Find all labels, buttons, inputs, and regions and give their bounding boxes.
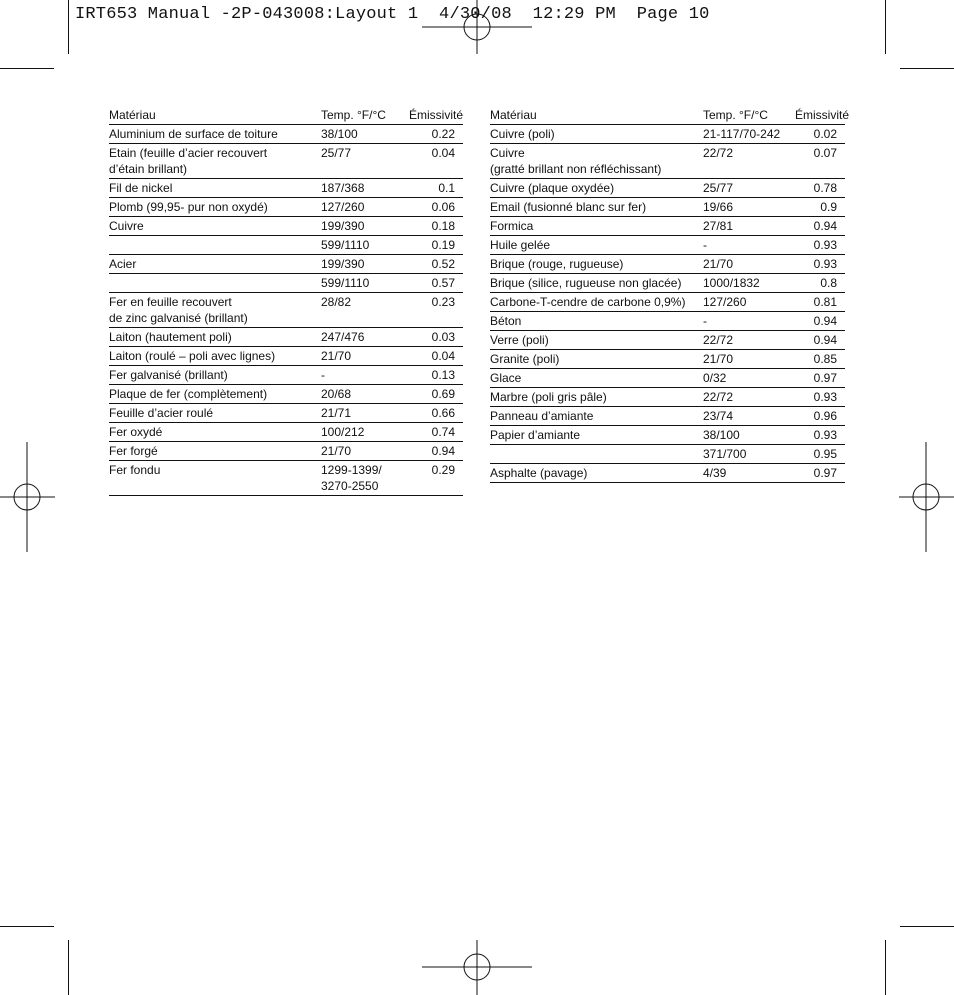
emissivity-cell: 0.57 [431, 276, 455, 290]
temp-cell: 199/390 [321, 257, 365, 271]
emissivity-cell: 0.74 [431, 425, 455, 439]
temp-cell: 25/77 [321, 146, 352, 160]
registration-mark-right [899, 442, 954, 552]
temp-cell: 21/70 [703, 257, 734, 271]
emissivity-cell: 0.03 [431, 330, 455, 344]
temp-cell: 38/100 [321, 127, 358, 141]
temp-cell: 27/81 [703, 219, 734, 233]
emissivity-cell: 0.07 [813, 146, 837, 160]
material-cell: Formica [490, 219, 534, 233]
table-row [490, 198, 845, 217]
temp-cell: 22/72 [703, 333, 734, 347]
table-row [109, 347, 463, 366]
temp-cell: 187/368 [321, 181, 365, 195]
crop-mark-top-left-vertical [68, 0, 69, 54]
emissivity-cell: 0.66 [431, 406, 455, 420]
emissivity-cell: 0.93 [813, 257, 837, 271]
table-row [490, 464, 845, 483]
table-row [490, 179, 845, 198]
material-cell: Papier d’amiante [490, 428, 581, 442]
temp-cell: 28/82 [321, 295, 352, 309]
crop-mark-bottom-left-horizontal [0, 926, 54, 927]
emissivity-cell: 0.94 [431, 444, 455, 458]
table-row [490, 312, 845, 331]
table-row [490, 144, 845, 179]
emissivity-cell: 0.85 [813, 352, 837, 366]
material-cell: Verre (poli) [490, 333, 549, 347]
temp-cell: 21/70 [321, 444, 352, 458]
temp-cell: 247/476 [321, 330, 365, 344]
material-cell: Cuivre (poli) [490, 127, 555, 141]
table-row [109, 274, 463, 293]
material-cell: Huile gelée [490, 238, 551, 252]
registration-mark-left [0, 442, 55, 552]
header-emissivity: Émissivité [409, 108, 464, 122]
header-temp: Temp. °F/°C [321, 108, 386, 122]
emissivity-cell: 0.94 [813, 219, 837, 233]
material-cell: Aluminium de surface de toiture [109, 127, 278, 141]
material-cell: Acier [109, 257, 137, 271]
material-cell: Granite (poli) [490, 352, 560, 366]
emissivity-cell: 0.81 [813, 295, 837, 309]
table-row [490, 388, 845, 407]
temp-cell: 23/74 [703, 409, 734, 423]
material-cell: Asphalte (pavage) [490, 466, 588, 480]
material-cell: Email (fusionné blanc sur fer) [490, 200, 647, 214]
table-row [490, 426, 845, 445]
crop-mark-bottom-right-vertical [885, 940, 886, 995]
table-row [109, 385, 463, 404]
header-material: Matériau [490, 108, 537, 122]
emissivity-cell: 0.04 [431, 146, 455, 160]
temp-cell: - [321, 368, 325, 382]
temp-cell: 21/71 [321, 406, 352, 420]
crop-mark-bottom-right-horizontal [900, 926, 954, 927]
table-row [109, 442, 463, 461]
temp-cell: 1000/1832 [703, 276, 760, 290]
table-row [490, 125, 845, 144]
header-temp: Temp. °F/°C [703, 108, 768, 122]
table-row [490, 350, 845, 369]
emissivity-cell: 0.19 [431, 238, 455, 252]
table-row [109, 366, 463, 385]
emissivity-cell: 0.06 [431, 200, 455, 214]
temp-cell: 25/77 [703, 181, 734, 195]
temp-cell: 21/70 [321, 349, 352, 363]
emissivity-cell: 0.13 [431, 368, 455, 382]
emissivity-cell: 0.02 [813, 127, 837, 141]
table-row [490, 369, 845, 388]
table-row [109, 293, 463, 328]
table-row [490, 236, 845, 255]
crop-mark-bottom-left-vertical [68, 940, 69, 995]
table-row [490, 274, 845, 293]
temp-cell: 20/68 [321, 387, 352, 401]
material-cell: Fer oxydé [109, 425, 163, 439]
temp-cell: 127/260 [703, 295, 747, 309]
emissivity-cell: 0.23 [431, 295, 455, 309]
table-row [109, 423, 463, 442]
material-cell: Cuivre [109, 219, 144, 233]
material-cell: Plaque de fer (complètement) [109, 387, 268, 401]
emissivity-cell: 0.93 [813, 428, 837, 442]
crop-mark-top-left-horizontal [0, 68, 54, 69]
emissivity-cell: 0.94 [813, 314, 837, 328]
temp-cell: 599/1110 [321, 238, 370, 252]
material-cell: Fer fondu [109, 463, 161, 477]
table-row [109, 217, 463, 236]
temp-cell: 22/72 [703, 146, 734, 160]
temp-cell: 38/100 [703, 428, 740, 442]
crop-mark-top-right-horizontal [900, 68, 954, 69]
material-cell: Fil de nickel [109, 181, 173, 195]
table-row [109, 144, 463, 179]
table-row [109, 328, 463, 347]
material-cell: Fer forgé [109, 444, 158, 458]
material-cell: Fer galvanisé (brillant) [109, 368, 228, 382]
material-cell: Panneau d’amiante [490, 409, 594, 423]
temp-cell: 599/1110 [321, 276, 370, 290]
table-row [490, 255, 845, 274]
temp-cell: 21/70 [703, 352, 734, 366]
material-cell: Etain (feuille d’acier recouvert d’étain brillant) [109, 146, 268, 176]
temp-cell: 22/72 [703, 390, 734, 404]
table-row [109, 404, 463, 423]
emissivity-cell: 0.95 [813, 447, 837, 461]
emissivity-cell: 0.1 [438, 181, 455, 195]
emissivity-cell: 0.97 [813, 466, 837, 480]
header-material: Matériau [109, 108, 156, 122]
emissivity-cell: 0.94 [813, 333, 837, 347]
emissivity-cell: 0.69 [431, 387, 455, 401]
temp-cell: 4/39 [703, 466, 727, 480]
emissivity-cell: 0.18 [431, 219, 455, 233]
table-row [109, 461, 463, 496]
registration-mark-bottom [422, 940, 532, 995]
material-cell: Cuivre (gratté brillant non réfléchissant) [490, 146, 662, 176]
temp-cell: 371/700 [703, 447, 747, 461]
emissivity-cell: 0.78 [813, 181, 837, 195]
temp-cell: 0/32 [703, 371, 727, 385]
material-cell: Brique (silice, rugueuse non glacée) [490, 276, 682, 290]
temp-cell: - [703, 238, 707, 252]
crop-mark-top-right-vertical [885, 0, 886, 54]
emissivity-cell: 0.93 [813, 238, 837, 252]
emissivity-cell: 0.22 [431, 127, 455, 141]
material-cell: Brique (rouge, rugueuse) [490, 257, 624, 271]
table-header [490, 106, 850, 125]
table-row [490, 293, 845, 312]
emissivity-table-left [109, 106, 463, 496]
temp-cell: 21-117/70-242 [703, 127, 781, 141]
table-header [109, 106, 463, 125]
emissivity-cell: 0.8 [820, 276, 837, 290]
table-row [109, 179, 463, 198]
material-cell: Plomb (99,95- pur non oxydé) [109, 200, 268, 214]
emissivity-cell: 0.9 [820, 200, 837, 214]
table-row [109, 236, 463, 255]
temp-cell: 1299-1399/ 3270-2550 [321, 463, 382, 493]
emissivity-cell: 0.96 [813, 409, 837, 423]
temp-cell: 199/390 [321, 219, 365, 233]
material-cell: Cuivre (plaque oxydée) [490, 181, 615, 195]
emissivity-cell: 0.97 [813, 371, 837, 385]
emissivity-cell: 0.04 [431, 349, 455, 363]
emissivity-cell: 0.29 [431, 463, 455, 477]
table-row [490, 445, 845, 464]
table-row [490, 331, 845, 350]
header-emissivity: Émissivité [795, 108, 850, 122]
material-cell: Carbone-T-cendre de carbone 0,9%) [490, 295, 686, 309]
table-row [109, 125, 463, 144]
material-cell: Glace [490, 371, 522, 385]
emissivity-table-right [490, 106, 850, 483]
emissivity-cell: 0.52 [431, 257, 455, 271]
material-cell: Fer en feuille recouvert de zinc galvanisé (brillant) [109, 295, 248, 325]
table-row [490, 217, 845, 236]
material-cell: Béton [490, 314, 522, 328]
temp-cell: - [703, 314, 707, 328]
emissivity-cell: 0.93 [813, 390, 837, 404]
table-row [109, 255, 463, 274]
material-cell: Feuille d’acier roulé [109, 406, 214, 420]
material-cell: Laiton (roulé – poli avec lignes) [109, 349, 276, 363]
print-slug-line: IRT653 Manual -2P-043008:Layout 1 4/30/08 12:29 PM Page 10 [75, 5, 710, 24]
registration-mark-top [422, 0, 532, 55]
material-cell: Marbre (poli gris pâle) [490, 390, 607, 404]
material-cell: Laiton (hautement poli) [109, 330, 232, 344]
temp-cell: 19/66 [703, 200, 734, 214]
temp-cell: 127/260 [321, 200, 365, 214]
temp-cell: 100/212 [321, 425, 365, 439]
table-row [109, 198, 463, 217]
table-row [490, 407, 845, 426]
